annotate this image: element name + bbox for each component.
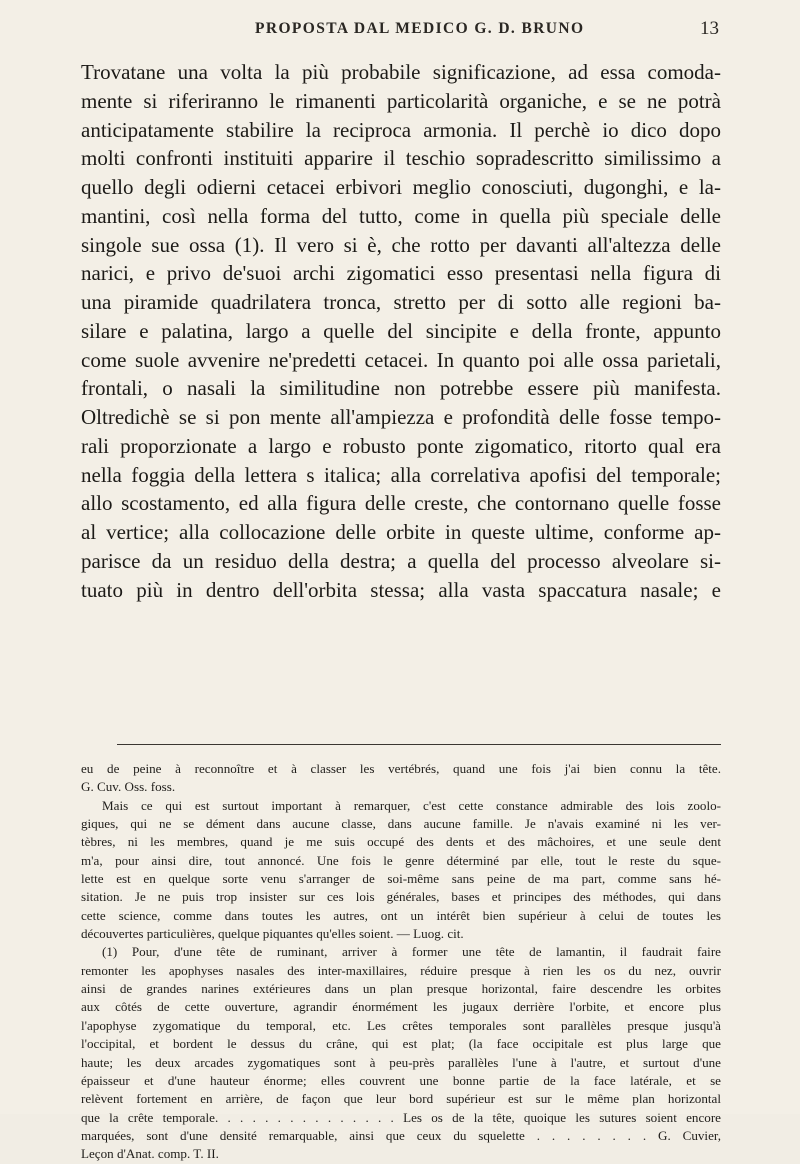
main-text-line: nella foggia della lettera s italica; alla correlativa apofisi del temporale; <box>81 462 721 487</box>
footnote-separator-rule <box>117 744 721 745</box>
footnote-line: l'occipital, et bordent le dessus du crâne, qui est plat; (la face occipitale est plus large que <box>81 1036 721 1052</box>
main-text-line: anticipatamente stabilire la reciproca armonia. Il perchè io dico dopo <box>81 117 721 142</box>
main-text-line: parisce da un residuo della destra; a quella del processo alveolare si- <box>81 548 721 573</box>
footnote-line: aux côtés de cette ouverture, agrandir énormément les jugaux derrière l'orbite, et encore plus <box>81 999 721 1015</box>
main-text-line: quello degli odierni cetacei erbivori meglio conosciuti, dugonghi, e la- <box>81 175 721 199</box>
footnote-line: découvertes particulières, quelque piquantes qu'elles soient. — Luog. cit. <box>81 926 464 942</box>
footnote-line: Mais ce qui est surtout important à remarquer, c'est cette constance admirable des lois zoolo- <box>102 797 721 813</box>
main-text-line: silare e palatina, largo a quelle del sincipite e della fronte, appunto <box>81 318 721 343</box>
main-text-line: mente si riferiranno le rimanenti particolarità organiche, e se ne potrà <box>81 88 721 113</box>
main-text-line: narici, e privo de'suoi archi zigomatici esso presentasi nella figura di <box>81 261 721 286</box>
main-text-line: Oltredichè se si pon mente all'ampiezza e profondità delle fosse tempo- <box>81 405 721 429</box>
main-text-block <box>81 58 721 604</box>
footnote-line: remonter les apophyses nasales des inter-maxillaires, réduire presque à rien les os du nez, ouvrir <box>81 962 721 978</box>
footnote-line: que la crête temporale. . . . . . . . . . . . . . . Les os de la tête, quoique les sutures soient encore <box>81 1109 721 1125</box>
main-text-line: al vertice; alla collocazione delle orbite in queste ultime, conforme ap- <box>81 520 721 544</box>
footnote-line: tèbres, ni les membres, quand je me suis occupé des dents et des mâchoires, et une seule dent <box>81 834 721 850</box>
main-text-line: mantini, così nella forma del tutto, come in quella più speciale delle <box>81 203 721 228</box>
footnote-line: giques, qui ne se dément dans aucune classe, dans aucune famille. Je n'avais examiné ni les ver- <box>81 816 721 832</box>
running-head <box>0 18 800 42</box>
footnotes-block <box>81 760 721 1164</box>
footnote-line: cette science, comme dans toutes les autres, ont un intérêt bien supérieur à celui de toutes les <box>81 907 721 923</box>
footnote-line: ainsi de grandes narines extérieures dans un plan presque horizontal, faire descendre les orbites <box>81 981 721 997</box>
main-text-line: rali proporzionate a largo e robusto ponte zigomatico, ritorto qual era <box>81 433 721 458</box>
main-text-line: frontali, o nasali la similitudine non potrebbe essere più manifesta. <box>81 376 721 401</box>
main-text-line: una piramide quadrilatera tronca, stretto per di sotto alle regioni ba- <box>81 290 721 314</box>
footnote-line: haute; les deux arcades zygomatiques sont à peu-près parallèles l'une à l'autre, et surtout d'une <box>81 1054 721 1070</box>
main-text-line: allo scostamento, ed alla figura delle creste, che contornano quelle fosse <box>81 491 721 516</box>
footnote-line: l'apophyse zygomatique du temporal, etc. Les crêtes temporales sont parallèles presque jusqu'à <box>81 1017 721 1033</box>
main-text-line: singole sue ossa (1). Il vero si è, che rotto per davanti all'altezza delle <box>81 232 721 257</box>
footnote-line: marquées, sont d'une densité remarquable, ainsi que ceux du squelette . . . . . . . . G. Cuvier, <box>81 1127 721 1143</box>
footnote-line: Leçon d'Anat. comp. T. II. <box>81 1146 219 1162</box>
running-title: PROPOSTA DAL MEDICO G. D. BRUNO <box>255 20 585 37</box>
footnote-line: sitation. Je ne puis trop insister sur ces lois générales, bases et principes des méthodes, qui dans <box>81 889 721 905</box>
footnote-line: m'a, pour ainsi dire, tout annoncé. Une fois le genre déterminé par elle, tout le reste du sque- <box>81 852 721 868</box>
footnote-line: épaisseur et d'une hauteur énorme; elles couvrent une bonne partie de la face latérale, et se <box>81 1072 721 1088</box>
footnote-line: lette est en quelque sorte venu s'arranger de soi-même sans peine de ma part, comme sans hé- <box>81 871 721 887</box>
main-text-line: come suole avvenire ne'predetti cetacei. In quanto poi alle ossa parietali, <box>81 347 721 372</box>
footnote-line: G. Cuv. Oss. foss. <box>81 779 176 795</box>
main-text-line: Trovatane una volta la più probabile significazione, ad essa comoda- <box>81 60 721 84</box>
footnote-line: relèvent fortement en arrière, de façon que leur bord supérieur est sur le même plan horizontal <box>81 1091 721 1107</box>
main-text-line: molti confronti instituiti apparire il teschio sopradescritto similissimo a <box>81 146 721 171</box>
main-text-line: tuato più in dentro dell'orbita stessa; alla vasta spaccatura nasale; e <box>81 577 721 602</box>
page-number: 13 <box>700 18 719 39</box>
footnote-line: eu de peine à reconnoître et à classer les vertébrés, quand une fois j'ai bien connu la tête. <box>81 761 721 776</box>
footnote-line: (1) Pour, d'une tête de ruminant, arriver à former une tête de lamantin, il faudrait faire <box>102 944 721 960</box>
